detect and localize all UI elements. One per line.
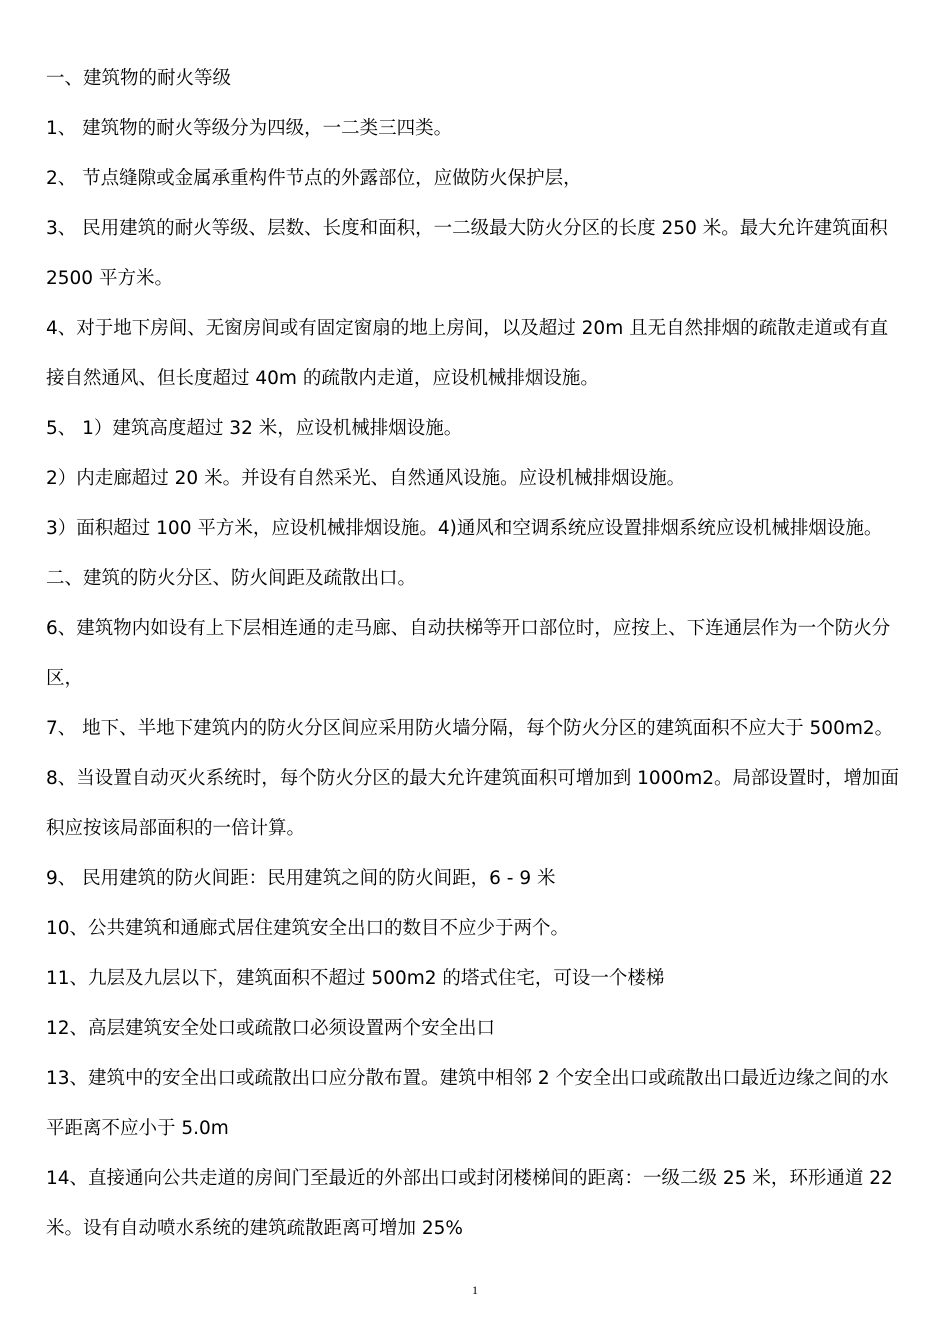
section-heading: 二、建筑的防火分区、防火间距及疏散出口。 [46,568,417,589]
paragraph-line: 3）面积超过 100 平方米，应设机械排烟设施。4)通风和空调系统应设置排烟系统应设机械排烟设施。 [46,518,883,539]
paragraph-line: 区， [46,668,84,689]
paragraph-line: 2）内走廊超过 20 米。并设有自然采光、自然通风设施。应设机械排烟设施。 [46,468,686,489]
paragraph-line: 积应按该局部面积的一倍计算。 [46,818,306,839]
paragraph-line: 5、 1）建筑高度超过 32 米，应设机械排烟设施。 [46,418,463,439]
paragraph-line: 米。设有自动喷水系统的建筑疏散距离可增加 25% [46,1218,464,1239]
paragraph-line: 接自然通风、但长度超过 40m 的疏散内走道，应设机械排烟设施。 [46,368,599,389]
paragraph-line: 3、 民用建筑的耐火等级、层数、长度和面积，一二级最大防火分区的长度 250 米。最大允许建筑面积 [46,218,888,239]
paragraph-line: 7、 地下、半地下建筑内的防火分区间应采用防火墙分隔，每个防火分区的建筑面积不应大于 500m2。 [46,718,894,739]
paragraph-line: 2500 平方米。 [46,268,173,289]
section-heading: 一、建筑物的耐火等级 [46,68,232,89]
paragraph-line: 11、九层及九层以下，建筑面积不超过 500m2 的塔式住宅，可设一个楼梯 [46,968,665,989]
document-body [46,66,908,1266]
paragraph-line: 1、 建筑物的耐火等级分为四级，一二类三四类。 [46,118,453,139]
paragraph-line: 2、 节点缝隙或金属承重构件节点的外露部位，应做防火保护层， [46,168,582,189]
paragraph-line: 平距离不应小于 5.0m [46,1118,229,1139]
paragraph-line: 4、对于地下房间、无窗房间或有固定窗扇的地上房间，以及超过 20m 且无自然排烟的疏散走道或有直 [46,318,889,339]
paragraph-line: 10、公共建筑和通廊式居住建筑安全出口的数目不应少于两个。 [46,918,570,939]
paragraph-line: 13、建筑中的安全出口或疏散出口应分散布置。建筑中相邻 2 个安全出口或疏散出口最近边缘之间的水 [46,1068,889,1089]
paragraph-line: 8、当设置自动灭火系统时，每个防火分区的最大允许建筑面积可增加到 1000m2。局部设置时，增加面 [46,768,900,789]
page-number: 1 [472,1283,478,1297]
paragraph-line: 6、建筑物内如设有上下层相连通的走马廊、自动扶梯等开口部位时，应按上、下连通层作为一个防火分 [46,618,891,639]
paragraph-line: 12、高层建筑安全处口或疏散口必须设置两个安全出口 [46,1018,496,1039]
paragraph-line: 9、 民用建筑的防火间距：民用建筑之间的防火间距，6 - 9 米 [46,868,556,889]
paragraph-line: 14、直接通向公共走道的房间门至最近的外部出口或封闭楼梯间的距离：一级二级 25 米，环形通道 22 [46,1168,893,1189]
